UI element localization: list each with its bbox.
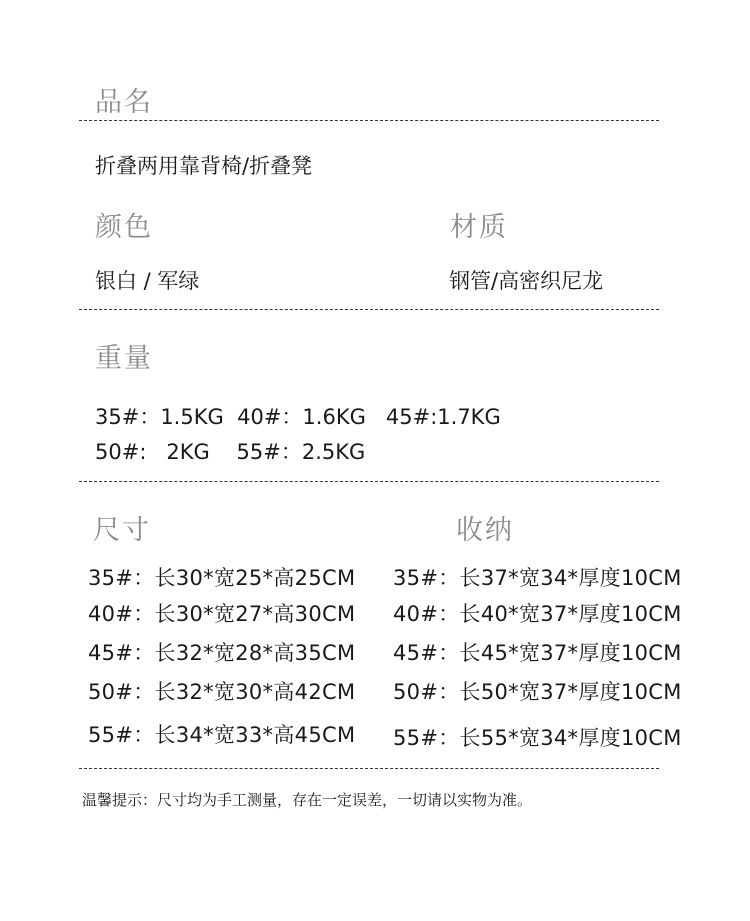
product-name-value: 折叠两用靠背椅/折叠凳 (95, 154, 313, 178)
storage-row: 40#：长40*宽37*厚度10CM (393, 602, 682, 626)
divider (79, 309, 659, 310)
storage-row: 55#：长55*宽34*厚度10CM (393, 726, 682, 750)
divider (79, 768, 659, 769)
size-row: 35#：长30*宽25*高25CM (88, 566, 356, 590)
size-row: 50#：长32*宽30*高42CM (88, 680, 356, 704)
weight-line-1: 35#：1.5KG 40#：1.6KG 45#:1.7KG (95, 405, 501, 429)
weight-line-2: 50#: 2KG 55#：2.5KG (95, 440, 366, 464)
material-value: 钢管/高密织尼龙 (449, 269, 604, 293)
size-row: 45#：长32*宽28*高35CM (88, 641, 356, 665)
storage-row: 50#：长50*宽37*厚度10CM (393, 680, 682, 704)
divider (79, 481, 659, 482)
product-name-heading: 品名 (95, 87, 153, 118)
color-value: 银白 / 军绿 (95, 269, 200, 293)
color-heading: 颜色 (95, 212, 153, 243)
size-row: 40#：长30*宽27*高30CM (88, 602, 356, 626)
size-row: 55#：长34*宽33*高45CM (88, 723, 356, 747)
size-heading: 尺寸 (93, 515, 151, 546)
storage-row: 35#：长37*宽34*厚度10CM (393, 566, 682, 590)
footer-note: 温馨提示：尺寸均为手工测量，存在一定误差，一切请以实物为准。 (82, 791, 533, 809)
storage-heading: 收纳 (456, 515, 514, 546)
weight-heading: 重量 (95, 343, 153, 374)
storage-row: 45#：长45*宽37*厚度10CM (393, 641, 682, 665)
divider (79, 120, 659, 121)
material-heading: 材质 (450, 212, 508, 243)
